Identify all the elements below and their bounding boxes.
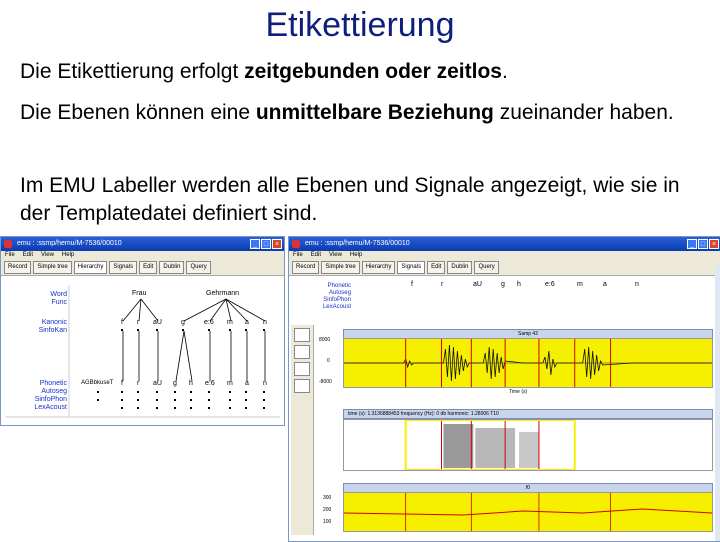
tier-seg[interactable]: a <box>603 281 607 288</box>
segment-tier <box>407 281 717 311</box>
phonetic-seg[interactable]: m <box>227 380 233 387</box>
signal3-header: f0 <box>343 483 713 493</box>
phonetic-seg[interactable]: g <box>173 380 177 387</box>
p2-end: zueinander haben. <box>493 101 674 124</box>
signal3-tick-mid: 200 <box>323 507 332 513</box>
p1-end: . <box>501 60 508 83</box>
tab-signals[interactable]: Signals <box>109 261 137 274</box>
kanonic-seg[interactable]: n <box>263 319 267 326</box>
menu-help[interactable]: Help <box>349 252 363 258</box>
tab-simple-tree[interactable]: Simple tree <box>33 261 71 274</box>
window-title: emu : :ssmp/hemu/M-7536/00010 <box>305 240 410 247</box>
kanonic-seg[interactable]: aU <box>153 319 162 326</box>
tier-seg[interactable]: aU <box>473 281 482 288</box>
tick-markers <box>1 237 284 425</box>
f0-panel <box>343 492 713 532</box>
tool-button[interactable] <box>294 345 310 359</box>
p1-emphasis: zeitgebunden oder zeitlos <box>244 60 502 83</box>
tool-button[interactable] <box>294 362 310 376</box>
tab-edit[interactable]: Edit <box>139 261 157 274</box>
menu-edit[interactable]: Edit <box>310 252 322 258</box>
minimize-button[interactable]: _ <box>250 239 260 249</box>
window-title: emu : :ssmp/hemu/M-7536/00010 <box>17 240 122 247</box>
tab-record[interactable]: Record <box>292 261 319 274</box>
app-icon <box>292 240 300 248</box>
kanonic-seg[interactable]: a <box>245 319 249 326</box>
phonetic-seg[interactable]: f <box>121 380 123 387</box>
tab-dublin[interactable]: Dublin <box>159 261 184 274</box>
close-button[interactable]: × <box>709 239 719 249</box>
minimize-button[interactable]: _ <box>687 239 697 249</box>
signal1-tick-mid: 0 <box>327 358 330 364</box>
tab-dublin[interactable]: Dublin <box>447 261 472 274</box>
scrollbar[interactable] <box>715 265 720 541</box>
menu-view[interactable]: View <box>41 252 54 258</box>
phonetic-seg[interactable]: r <box>137 380 140 387</box>
waveform <box>344 339 712 387</box>
kanonic-seg[interactable]: e:6 <box>204 319 214 326</box>
signal1-tick-bottom: -8000 <box>319 379 332 385</box>
menu-file[interactable]: File <box>5 252 15 258</box>
tab-record[interactable]: Record <box>4 261 31 274</box>
close-button[interactable]: × <box>272 239 282 249</box>
spectrogram-panel <box>343 419 713 471</box>
tier-seg[interactable]: r <box>441 281 444 288</box>
tab-edit[interactable]: Edit <box>427 261 445 274</box>
phonetic-seg[interactable]: n <box>263 380 267 387</box>
level-kanonic-label: Kanonic SinfoKan <box>38 319 67 334</box>
paragraph-2 <box>20 99 700 127</box>
tier-seg[interactable]: f <box>411 281 413 288</box>
phonetic-seg[interactable]: h <box>189 380 193 387</box>
tab-signals[interactable]: Signals <box>397 261 425 274</box>
paragraph-1 <box>20 58 700 86</box>
phonetic-seg[interactable]: aU <box>153 380 162 387</box>
tab-bar <box>289 260 720 276</box>
time-axis-label: Time (s) <box>509 389 528 395</box>
menu-help[interactable]: Help <box>61 252 75 258</box>
word-label-frau[interactable]: Frau <box>132 290 147 297</box>
word-label-gehrmann[interactable]: Gehrmann <box>206 290 240 297</box>
kanonic-seg[interactable]: r <box>137 319 140 326</box>
phonetic-seg[interactable]: e:6 <box>205 380 215 387</box>
tab-query[interactable]: Query <box>186 261 210 274</box>
tier-seg[interactable]: h <box>517 281 521 288</box>
emu-window-hierarchy <box>0 236 285 426</box>
p2-emphasis: unmittelbare Beziehung <box>255 101 494 124</box>
spectrogram <box>344 420 712 470</box>
menu-edit[interactable]: Edit <box>22 252 34 258</box>
tab-hierarchy[interactable]: Hierarchy <box>362 261 396 274</box>
level-phonetic-label: Phonetic Autoseg SinfoPhon LexAcoust <box>34 380 67 411</box>
kanonic-seg[interactable]: g <box>181 319 185 326</box>
signal3-tick-top: 300 <box>323 495 332 501</box>
tool-button[interactable] <box>294 328 310 342</box>
window-titlebar[interactable] <box>289 237 720 251</box>
menu-file[interactable]: File <box>293 252 303 258</box>
level-word-label: Word Func <box>50 291 67 306</box>
maximize-button[interactable]: □ <box>698 239 708 249</box>
p1-text: Die Etikettierung erfolgt <box>20 60 245 83</box>
signal1-header: Samp 42 <box>343 329 713 339</box>
kanonic-seg[interactable]: m <box>227 319 233 326</box>
waveform-panel <box>343 338 713 388</box>
kanonic-seg[interactable]: f <box>121 319 123 326</box>
signal1-tick-top: 8000 <box>319 337 331 343</box>
tier-seg[interactable]: g <box>501 281 505 288</box>
menu-view[interactable]: View <box>329 252 342 258</box>
slide-title: Etikettierung <box>265 6 455 44</box>
tier-seg[interactable]: m <box>577 281 583 288</box>
tool-column <box>291 325 314 535</box>
menu-bar <box>289 251 720 260</box>
emu-window-signals <box>288 236 720 542</box>
signal3-tick-bottom: 100 <box>323 519 332 525</box>
maximize-button[interactable]: □ <box>261 239 271 249</box>
tab-hierarchy[interactable]: Hierarchy <box>74 261 108 274</box>
paragraph-3: Im EMU Labeller werden alle Ebenen und Signale angezeigt, wie sie in der Templatedatei definiert sind. <box>20 174 680 225</box>
tab-query[interactable]: Query <box>474 261 498 274</box>
tab-simple-tree[interactable]: Simple tree <box>321 261 359 274</box>
level-phonetic-label: Phonetic Autoseg SinfoPhon LexAcoust <box>322 283 351 310</box>
phonetic-seg[interactable]: a <box>245 380 249 387</box>
p2-text: Die Ebenen können eine <box>20 101 256 124</box>
f0-track <box>344 493 712 531</box>
signal2-readout: time (s): 1.3136888453 frequency (Hz): 0 db harmonic: 1.28006 T10 <box>343 409 713 419</box>
tool-button[interactable] <box>294 379 310 393</box>
tier-seg[interactable]: n <box>635 281 639 288</box>
overlap-label: AGBbkuseT <box>81 380 114 386</box>
tier-seg[interactable]: e:6 <box>545 281 555 288</box>
